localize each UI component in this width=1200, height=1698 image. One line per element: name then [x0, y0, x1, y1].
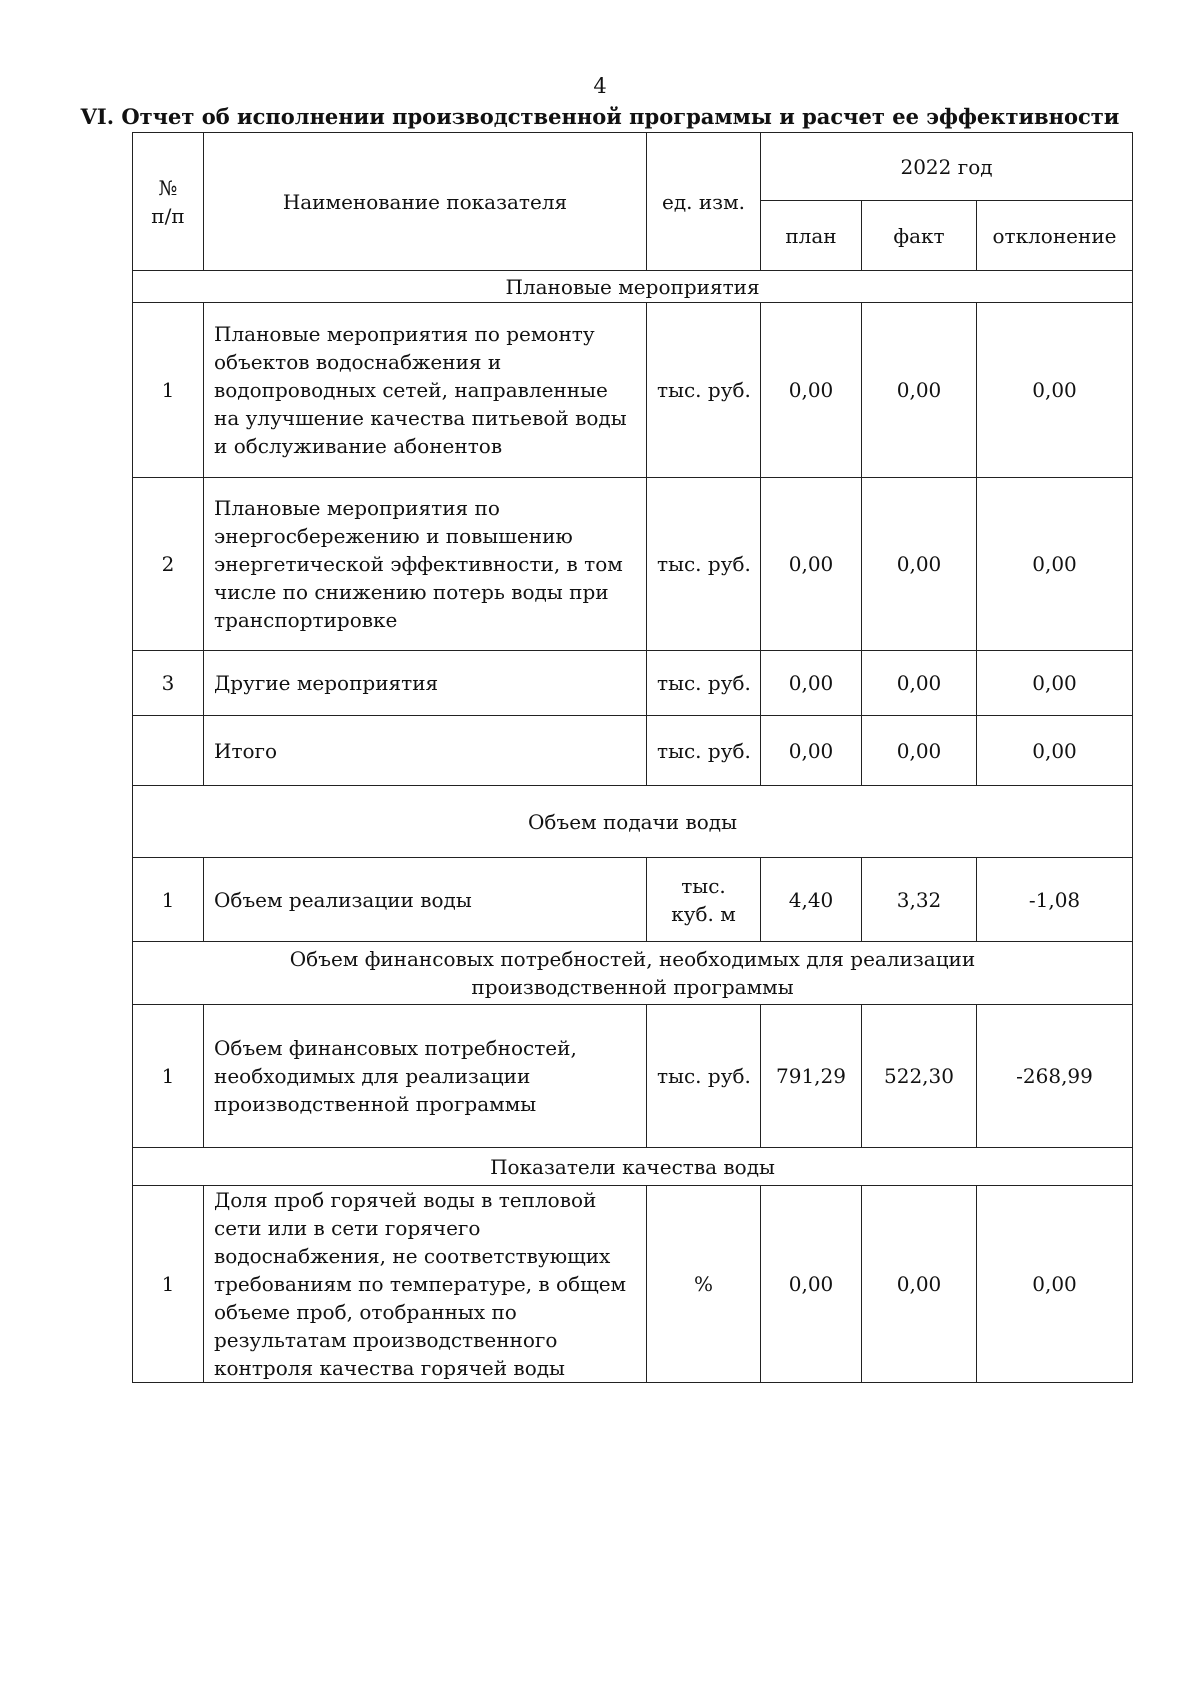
row-name: Итого	[204, 716, 647, 786]
row-name: Другие мероприятия	[204, 651, 647, 716]
header-num: № п/п	[133, 133, 204, 271]
row-fact: 522,30	[862, 1005, 977, 1148]
row-plan: 0,00	[761, 303, 862, 478]
row-num: 2	[133, 478, 204, 651]
header-fact: факт	[862, 201, 977, 271]
table-row	[133, 303, 1133, 478]
row-plan: 0,00	[761, 1186, 862, 1383]
total-row	[133, 716, 1133, 786]
row-name: Объем реализации воды	[204, 858, 647, 942]
row-fact: 0,00	[862, 478, 977, 651]
row-unit: %	[647, 1186, 761, 1383]
table-row	[133, 1186, 1133, 1383]
section-title: Объем подачи воды	[133, 786, 1133, 858]
row-unit: тыс. руб.	[647, 1005, 761, 1148]
row-plan: 791,29	[761, 1005, 862, 1148]
section-row	[133, 271, 1133, 303]
row-num: 1	[133, 1186, 204, 1383]
row-name: Плановые мероприятия по энергосбережению и повышению энергетической эффективности, в том числе по снижению потерь воды при транспортировке	[204, 478, 647, 651]
row-plan: 4,40	[761, 858, 862, 942]
header-plan: план	[761, 201, 862, 271]
header-deviation: отклонение	[977, 201, 1133, 271]
table-row	[133, 858, 1133, 942]
section-title: Объем финансовых потребностей, необходимых для реализации производственной программы	[133, 942, 1133, 1005]
section-row	[133, 942, 1133, 1005]
row-num: 1	[133, 303, 204, 478]
section-row	[133, 1148, 1133, 1186]
row-deviation: 0,00	[977, 651, 1133, 716]
header-name: Наименование показателя	[204, 133, 647, 271]
row-name: Объем финансовых потребностей, необходимых для реализации производственной программы	[204, 1005, 647, 1148]
table-row	[133, 478, 1133, 651]
row-unit: тыс. руб.	[647, 716, 761, 786]
row-deviation: 0,00	[977, 716, 1133, 786]
header-year: 2022 год	[761, 133, 1133, 201]
row-plan: 0,00	[761, 651, 862, 716]
page-number: 4	[593, 74, 607, 98]
header-unit: ед. изм.	[647, 133, 761, 271]
row-fact: 0,00	[862, 1186, 977, 1383]
row-deviation: -268,99	[977, 1005, 1133, 1148]
row-name: Доля проб горячей воды в тепловой сети или в сети горячего водоснабжения, не соответствующих требованиям по температуре, в общем объеме проб, отобранных по результатам производственного контроля качества горячей воды	[204, 1186, 647, 1383]
section-title: Плановые мероприятия	[133, 271, 1133, 303]
row-fact: 3,32	[862, 858, 977, 942]
row-unit: тыс. руб.	[647, 303, 761, 478]
row-name: Плановые мероприятия по ремонту объектов водоснабжения и водопроводных сетей, направленные на улучшение качества питьевой воды и обслуживание абонентов	[204, 303, 647, 478]
row-deviation: 0,00	[977, 303, 1133, 478]
row-plan: 0,00	[761, 716, 862, 786]
row-unit: тыс. руб.	[647, 478, 761, 651]
report-table	[132, 132, 1133, 1383]
section-title: Показатели качества воды	[133, 1148, 1133, 1186]
header-row	[133, 133, 1133, 201]
row-num	[133, 716, 204, 786]
row-deviation: -1,08	[977, 858, 1133, 942]
row-num: 3	[133, 651, 204, 716]
row-plan: 0,00	[761, 478, 862, 651]
section-row	[133, 786, 1133, 858]
document-title: VI. Отчет об исполнении производственной программы и расчет ее эффективности	[80, 104, 1120, 129]
row-fact: 0,00	[862, 716, 977, 786]
row-unit: тыс. руб.	[647, 651, 761, 716]
row-deviation: 0,00	[977, 1186, 1133, 1383]
table-row	[133, 651, 1133, 716]
row-num: 1	[133, 1005, 204, 1148]
row-deviation: 0,00	[977, 478, 1133, 651]
row-unit: тыс. куб. м	[647, 858, 761, 942]
table-row	[133, 1005, 1133, 1148]
row-fact: 0,00	[862, 651, 977, 716]
row-fact: 0,00	[862, 303, 977, 478]
row-num: 1	[133, 858, 204, 942]
